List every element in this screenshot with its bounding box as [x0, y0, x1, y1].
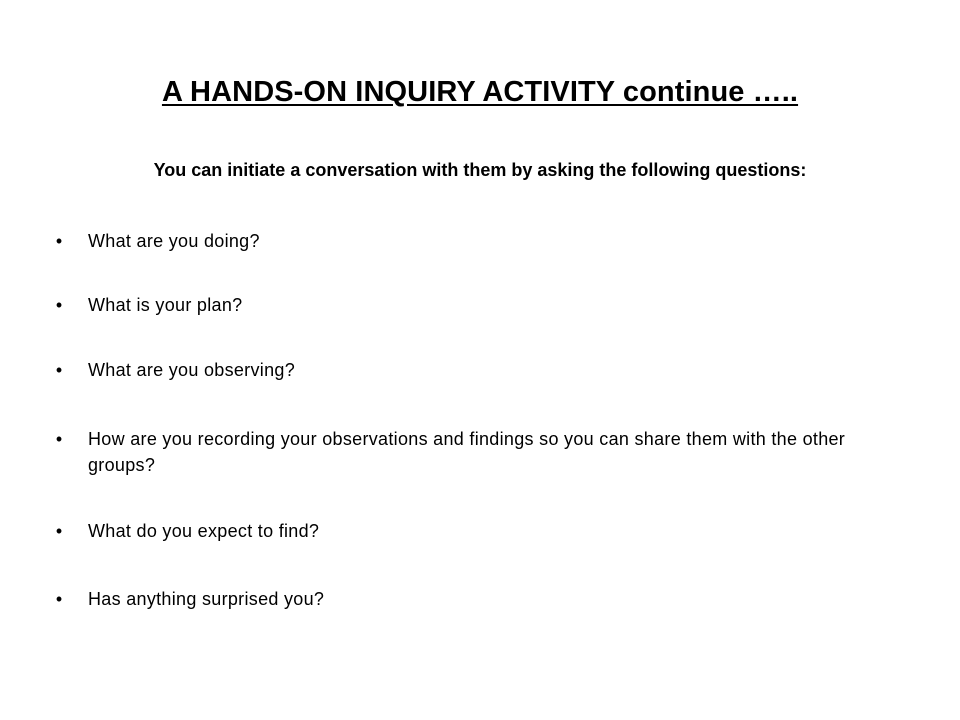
question-text: How are you recording your observations and findings so you can share them with the other groups?: [88, 429, 846, 475]
intro-text: You can initiate a conversation with them by asking the following questions:: [153, 160, 807, 180]
bullet-icon: •: [55, 521, 63, 541]
question-text: What are you observing?: [88, 360, 296, 380]
question-item: [55, 292, 868, 318]
bullet-icon: •: [55, 589, 63, 609]
bullet-icon: •: [55, 360, 63, 380]
slide-title: A HANDS-ON INQUIRY ACTIVITY continue …..: [161, 76, 799, 108]
question-item: [55, 357, 868, 383]
bullet-icon: •: [55, 231, 63, 251]
question-item: [55, 586, 868, 612]
question-text: Has anything surprised you?: [88, 589, 325, 609]
question-item: [55, 426, 868, 478]
bullet-icon: •: [55, 295, 63, 315]
question-text: What do you expect to find?: [88, 521, 320, 541]
question-text: What are you doing?: [88, 231, 260, 251]
question-item: [55, 228, 868, 254]
question-item: [55, 518, 868, 544]
bullet-icon: •: [55, 429, 63, 449]
question-text: What is your plan?: [88, 295, 243, 315]
